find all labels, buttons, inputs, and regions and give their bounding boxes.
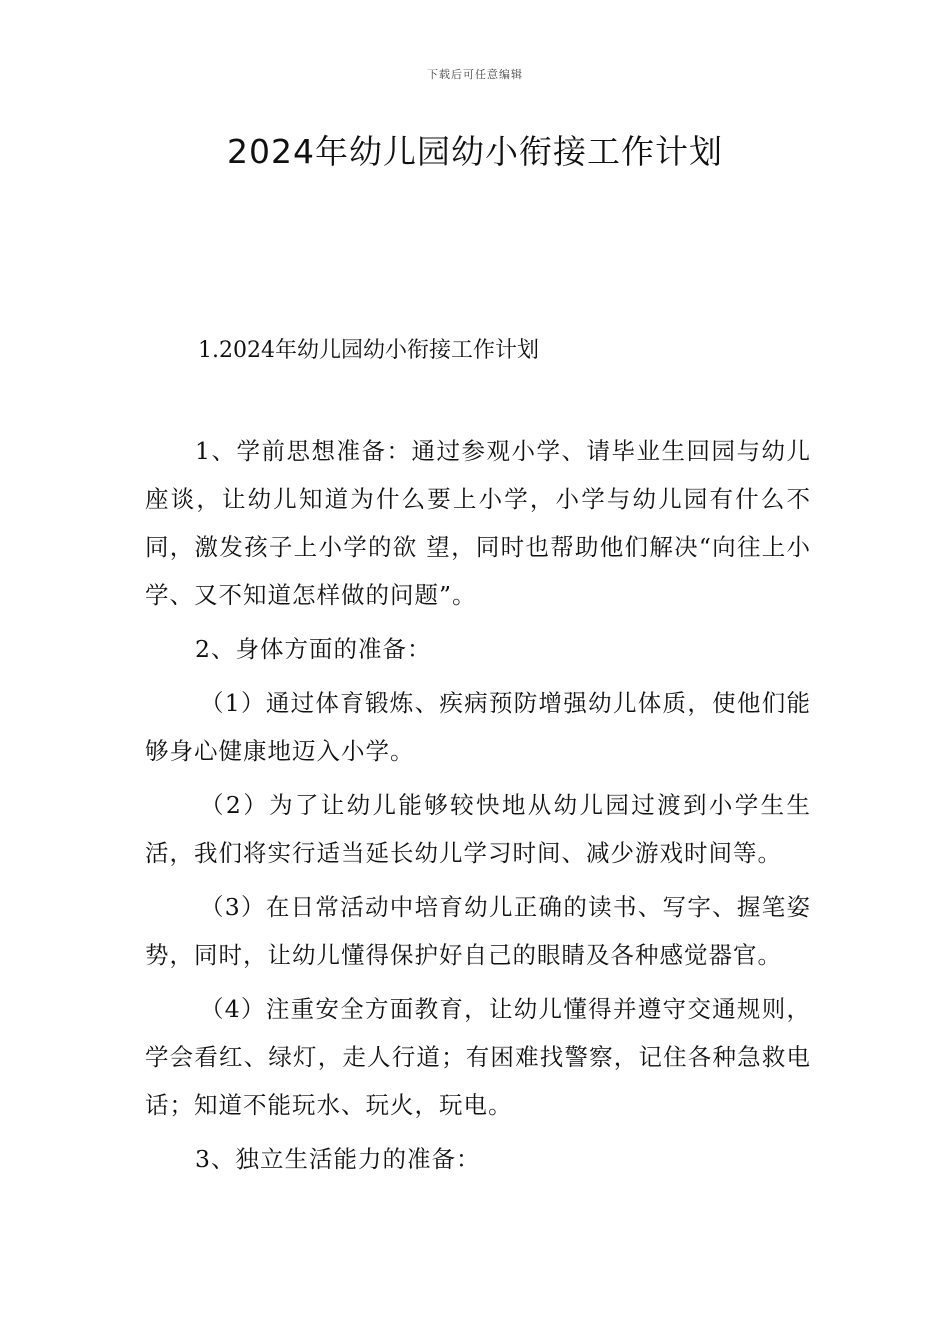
document-title: 2024年幼儿园幼小衔接工作计划 <box>227 132 723 171</box>
paragraph-physical-item-4: （4）注重安全方面教育，让幼儿懂得并遵守交通规则，学会看红、绿灯，走人行道；有困难找警察，记住各种急救电话；知道不能玩水、玩火，玩电。 <box>145 995 811 1119</box>
paragraph-thinking-preparation: 1、学前思想准备：通过参观小学、请毕业生回园与幼儿座谈，让幼儿知道为什么要上小学，小学与幼儿园有什么不同，激发孩子上小学的欲 望，同时也帮助他们解决“向往上小学、又不知道怎样做的问题”。 <box>145 437 811 609</box>
document-body <box>145 427 811 1189</box>
page-header-note: 下载后可任意编辑 <box>427 68 523 81</box>
paragraph-physical-item-3: （3）在日常活动中培育幼儿正确的读书、写字、握笔姿势，同时，让幼儿懂得保护好自己的眼睛及各种感觉器官。 <box>145 893 811 969</box>
paragraph-physical-item-1: （1）通过体育锻炼、疾病预防增强幼儿体质，使他们能够身心健康地迈入小学。 <box>145 689 811 765</box>
paragraph-physical-preparation-heading: 2、身体方面的准备： <box>195 635 432 663</box>
paragraph-physical-item-2: （2）为了让幼儿能够较快地从幼儿园过渡到小学生生活，我们将实行适当延长幼儿学习时间、减少游戏时间等。 <box>145 791 811 867</box>
section-heading: 1.2024年幼儿园幼小衔接工作计划 <box>198 338 539 363</box>
paragraph-independence-heading: 3、独立生活能力的准备： <box>195 1145 481 1173</box>
